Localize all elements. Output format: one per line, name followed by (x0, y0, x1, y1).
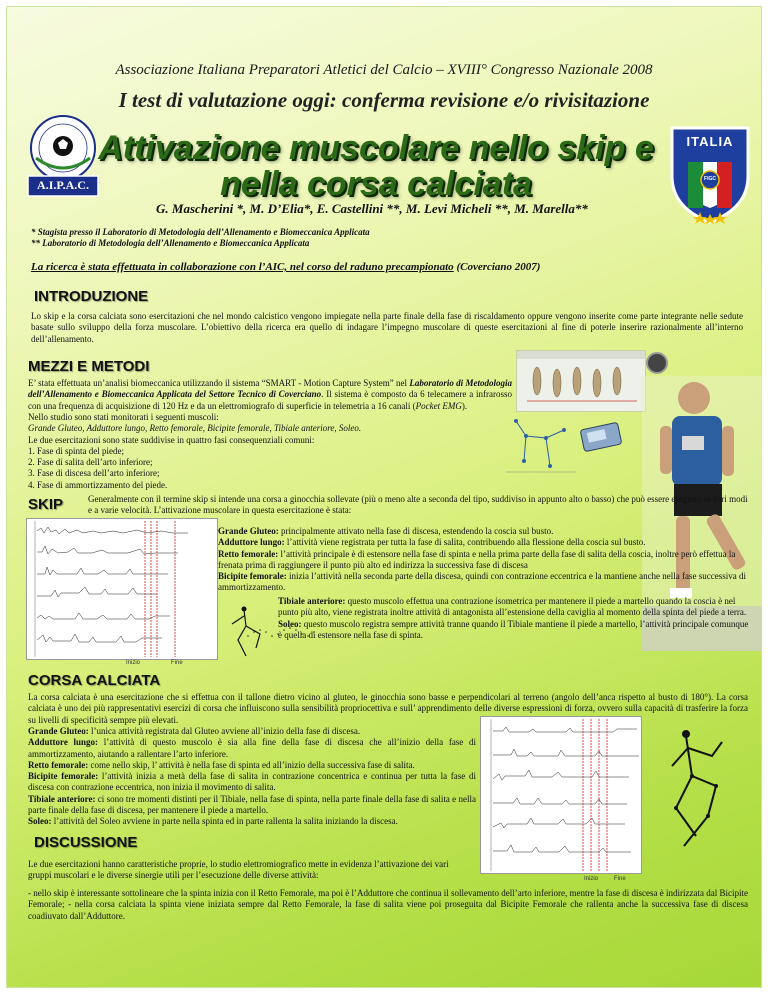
phase-4: 4. Fase di ammortizzamento del piede. (28, 479, 168, 490)
introduzione-text: Lo skip e la corsa calciata sono esercitazioni che nel mondo calcistico vengono impiegate nella parte finale della fase di riscaldamento oppure vengono inserite come parte integrante nelle sedute basate sullo sviluppo della forza muscolare. L’obiettivo della ricerca era quello di indagare l’impegno muscolare di queste esercitazioni al fine di poterle inserire razionalmente all’interno dell’allenamento. (31, 311, 743, 344)
mezzi-lab-name: Laboratorio di Metodologia dell’Allenamento e Biomeccanica Applicata del Settore Tecnico di Coverciano (28, 378, 512, 400)
corsa-item-bicipite: Bicipite femorale: l’attività inizia a metà della fase di salita in contrazione concentrica e continua per tutta la fase di discesa con contrazione eccentrica, non inizia il movimento di salita. (28, 771, 476, 793)
stick-figure-diagram (506, 416, 576, 478)
corsa-item-tibiale: Tibiale anteriore: ci sono tre momenti distinti per il Tibiale, nella fase di spinta, nella parte finale della fase di salita e nella parte finale della fase di discesa, per mantenere il piede a martello. (28, 793, 476, 816)
affiliation-1: * Stagista presso il Laboratorio di Metodologia dell’Allenamento e Biomeccanica Applicata (31, 227, 370, 237)
mezzi-text-a: E’ stata effettuata un’analisi biomeccanica utilizzando il sistema “SMART - Motion Capture System” nel (28, 378, 410, 388)
mezzi-list (28, 412, 448, 491)
mezzi-paragraph (28, 378, 512, 412)
discussione-p2: - nello skip è interessante sottolineare che la spinta inizia con il Retto Femorale, ma poi è l’Adduttore che continua il sollevamento dell’arto inferiore, mentre la fase di discesa è indirizzata dal Bicipite Femorale; - nella corsa calciata la spinta viene iniziata sempre dal Retto Femorale, la fase di salita viene poi proseguita dal Bicipite Femorale che rallenta anche la successiva fase di discesa coadiuvato dall’Adduttore. (28, 888, 748, 921)
discussione-p1: Le due esercitazioni hanno caratteristiche proprie, lo studio elettromiografico mette in evidenza l’attivazione dei vari gruppi muscolari e le diverse sinergie utili per l’esecuzione delle diverse attività: (28, 859, 449, 881)
poster-title-line1: Attivazione muscolare nello skip e (98, 129, 654, 167)
research-note-rest: (Coverciano 2007) (453, 261, 541, 273)
corsa-fine-label: Fine (614, 876, 626, 882)
phase-3: 3. Fase di discesa dell’arto inferiore; (28, 468, 160, 479)
skip-item-bicipite: Bicipite femorale: inizia l’attività nella seconda parte della discesa, quindi con contrazione eccentrica e la mantiene anche nella fase successiva di ammortizzamento. (218, 571, 747, 593)
poster-title (96, 130, 656, 202)
corsa-intro: La corsa calciata è una esercitazione che si effettua con il tallone dietro vicino al gluteo, le ginocchia sono basse e perpendicolari al terreno (angolo dell’anca rispetto al busto di 180°). La corsa calciata è uno dei più rappresentativi esercizi di corsa che influiscono sulla sensibilità propriocettiva e sull’ apprendimento delle diverse espressioni di forza, ovvero sulla capacità di trasferire la forza su livelli di specificità sempre più elevati. (28, 692, 748, 725)
poster-title-line2: nella corsa calciata (220, 165, 532, 203)
aipac-logo (24, 114, 102, 200)
skip-item-tibiale: Tibiale anteriore: questo muscolo effettua una contrazione isometrica per mantenere il piede a martello quando la coscia è nel punto più alto, viene registrata inoltre attività di antagonista all’estensione della caviglia al momento della spinta del piede a terra. (278, 596, 747, 618)
mezzi-muscles-intro: Nello studio sono stati monitorati i seguenti muscoli: (28, 412, 219, 422)
skip-muscles-list-2 (278, 596, 750, 641)
skip-item-gluteo: Grande Gluteo: principalmente attivato nella fase di discesa, estendendo la coscia sul busto. (218, 526, 554, 536)
corsa-item-retto: Retto femorale: come nello skip, l’ attività è nella fase di spinta ed all’inizio della successiva fase di salita. (28, 759, 415, 770)
mezzi-text-e: ). (461, 400, 468, 411)
skip-fine-label: Fine (171, 660, 183, 666)
mezzi-phases-intro: Le due esercitazioni sono state suddivise in quattro fasi consequenziali comuni: (28, 434, 315, 445)
research-note (31, 261, 540, 273)
skip-item-retto: Retto femorale: l’attività principale è di estensore nella fase di spinta e nella prima parte della fase di salita della coscia, inoltre però effettua la frenata prima di raggiungere il punto più alto ed indirizza la successiva fase di discesa (218, 548, 736, 570)
corsa-item-adduttore: Adduttore lungo: l’attività di questo muscolo è sia alla fine della fase di discesa che all’inizio della fase di ammortizzamento, aiutando a rallentare l’arto inferiore. (28, 737, 476, 759)
mezzi-pocket-emg: Pocket EMG (415, 400, 462, 411)
corsa-emg-traces (480, 716, 642, 874)
skip-emg-traces (26, 518, 218, 660)
mezzi-muscles: Grande Gluteo, Adduttore lungo, Retto femorale, Bicipite femorale, Tibiale anteriore, Soleo. (28, 423, 362, 434)
phase-2: 2. Fase di salita dell’arto inferiore; (28, 457, 153, 468)
mezzi-text-c: . Il sistema è composto da 6 telecamere a infrarosso con una frequenza di acquisizione di 120 Hz e da un elettromiografo di superficie in telemetria a 16 canali ( (28, 389, 512, 411)
skip-inizio-label: Inizio (126, 660, 141, 666)
italia-shield-logo (666, 124, 754, 224)
figc-logo-text: FIGC (704, 176, 716, 182)
skip-heading: SKIP (28, 496, 64, 513)
corsa-item-gluteo: Grande Gluteo: l’unica attività registrata dal Gluteo avviene all’inizio della fase di discesa. (28, 726, 361, 736)
camera-icon (646, 352, 668, 374)
introduzione-heading: INTRODUZIONE (34, 288, 149, 305)
corsa-inizio-label: Inizio (584, 876, 599, 882)
italia-logo-text: ITALIA (686, 134, 734, 149)
skip-item-adduttore: Adduttore lungo: l’attività viene registrata per tutta la fase di salita, contribuendo alla flessione della coscia sul busto. (218, 537, 646, 548)
poster (6, 6, 762, 988)
affiliation-2: ** Laboratorio di Metodologia dell’Allenamento e Biomeccanica Applicata (31, 238, 310, 248)
congress-subtitle: I test di valutazione oggi: conferma revisione e/o rivisitazione (118, 88, 650, 112)
skip-muscles-list (218, 526, 750, 594)
corsa-muscles-list (28, 726, 476, 828)
authors: G. Mascherini *, M. D’Elia*, E. Castellini **, M. Levi Micheli **, M. Marella** (156, 201, 588, 216)
phase-1: 1. Fase di spinta del piede; (28, 445, 124, 456)
research-note-underlined: La ricerca è stata effettuata in collaborazione con l’AIC, nel corso del raduno precampionato (31, 261, 454, 273)
discussione-heading: DISCUSSIONE (34, 834, 138, 851)
emg-device-image (578, 416, 624, 456)
aipac-logo-text: A.I.P.A.C. (37, 178, 89, 192)
corsa-stick-figure (646, 726, 756, 876)
corsa-heading: CORSA CALCIATA (28, 672, 161, 689)
skip-item-soleo: Soleo: questo muscolo registra sempre attività tranne quando il Tibiale mantiene il piede a martello, l’attività principale comunque è quella di estensore nella fase di spinta. (278, 618, 749, 640)
smart-software-screenshot (516, 350, 646, 412)
corsa-item-soleo: Soleo: l’attività del Soleo avviene in parte nella spinta ed in parte rallenta la salita iniziando la discesa. (28, 816, 398, 827)
skip-intro: Generalmente con il termine skip si intende una corsa a ginocchia sollevate (più o meno alte a seconda del tipo, suddiviso in appunto alto o basso) che può essere eseguito in vari modi e a varie velocità. L’attivazione muscolare in questa esercitazione è stata: (88, 494, 748, 516)
association-line: Associazione Italiana Preparatori Atletici del Calcio – XVIII° Congresso Nazionale 2008 (115, 62, 653, 78)
mezzi-heading: MEZZI E METODI (28, 358, 150, 375)
